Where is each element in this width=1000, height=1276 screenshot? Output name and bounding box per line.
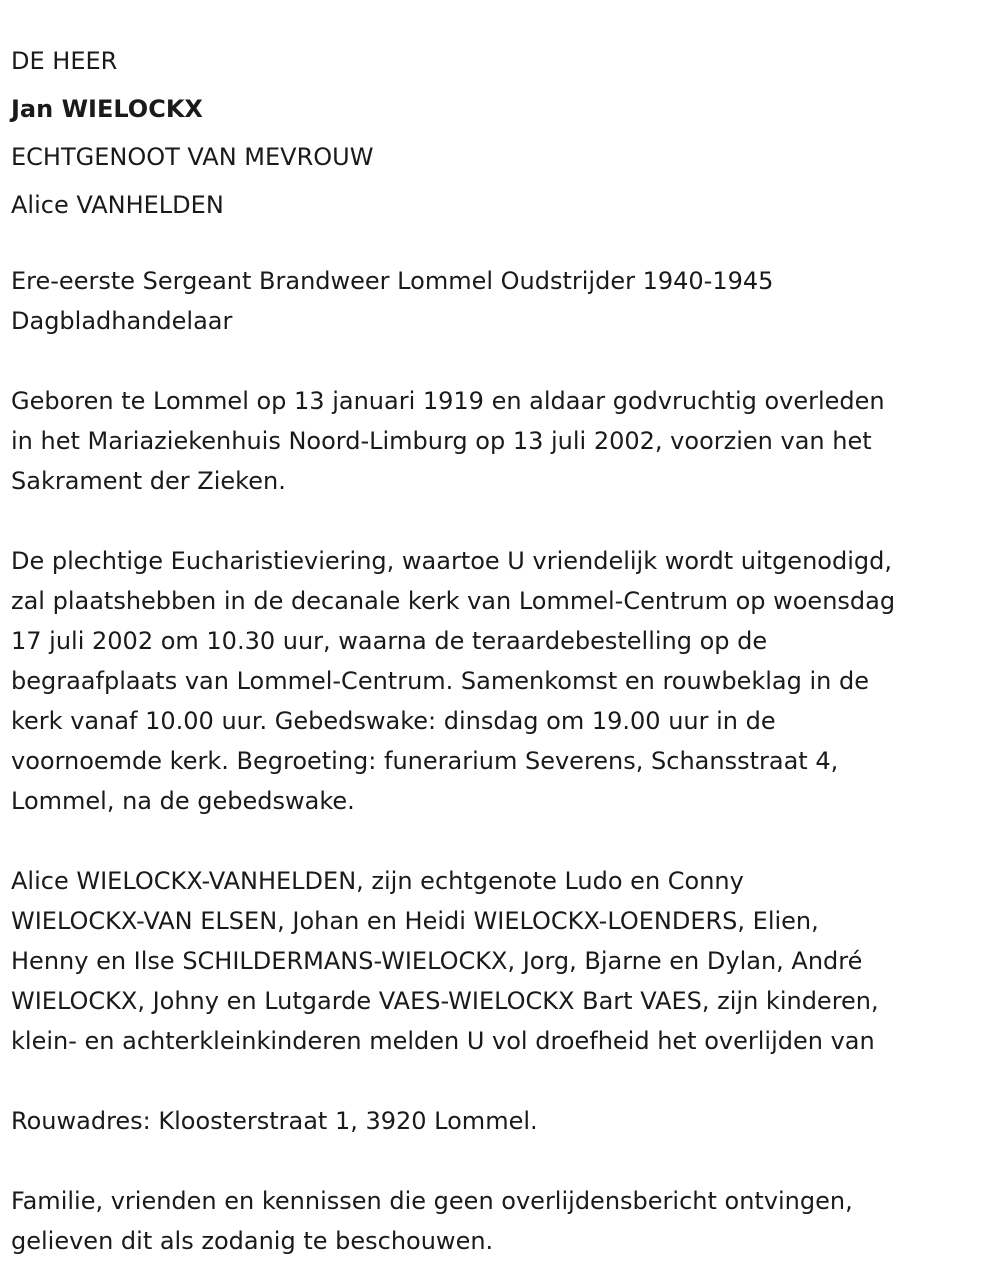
honorific-title: DE HEER [11, 47, 118, 75]
obituary-document [11, 37, 996, 1261]
mourning-address: Rouwadres: Kloosterstraat 1, 3920 Lommel. [11, 1107, 538, 1135]
deceased-name: Jan WIELOCKX [11, 95, 203, 123]
spouse-name: Alice VANHELDEN [11, 191, 224, 219]
spouse-label: ECHTGENOOT VAN MEVROUW [11, 143, 374, 171]
family-paragraph: Alice WIELOCKX-VANHELDEN, zijn echtgenote Ludo en Conny WIELOCKX-VAN ELSEN, Johan en Heidi WIELOCKX-LOENDERS, Elien, Henny en Ilse SCHILDERMANS-WIELOCKX, Jorg, Bjarne en Dylan, André WIELOCKX, Johny en Lutgarde VAES-WIELOCKX Bart VAES, zijn kinderen, klein- en achterkleinkinderen melden U vol droefheid het overlijden van [11, 867, 879, 1055]
closing-note: Familie, vrienden en kennissen die geen overlijdensbericht ontvingen, gelieven dit als zodanig te beschouwen. [11, 1187, 853, 1255]
birth-death-paragraph: Geboren te Lommel op 13 januari 1919 en aldaar godvruchtig overleden in het Mariaziekenhuis Noord-Limburg op 13 juli 2002, voorzien van het Sakrament der Zieken. [11, 387, 885, 495]
occupation-paragraph: Ere-eerste Sergeant Brandweer Lommel Oudstrijder 1940-1945 Dagbladhandelaar [11, 267, 774, 335]
funeral-service-paragraph: De plechtige Eucharistieviering, waartoe U vriendelijk wordt uitgenodigd, zal plaatshebben in de decanale kerk van Lommel-Centrum op woensdag 17 juli 2002 om 10.30 uur, waarna de teraardebestelling op de begraafplaats van Lommel-Centrum. Samenkomst en rouwbeklag in de kerk vanaf 10.00 uur. Gebedswake: dinsdag om 19.00 uur in de voornoemde kerk. Begroeting: funerarium Severens, Schansstraat 4, Lommel, na de gebedswake. [11, 547, 896, 815]
